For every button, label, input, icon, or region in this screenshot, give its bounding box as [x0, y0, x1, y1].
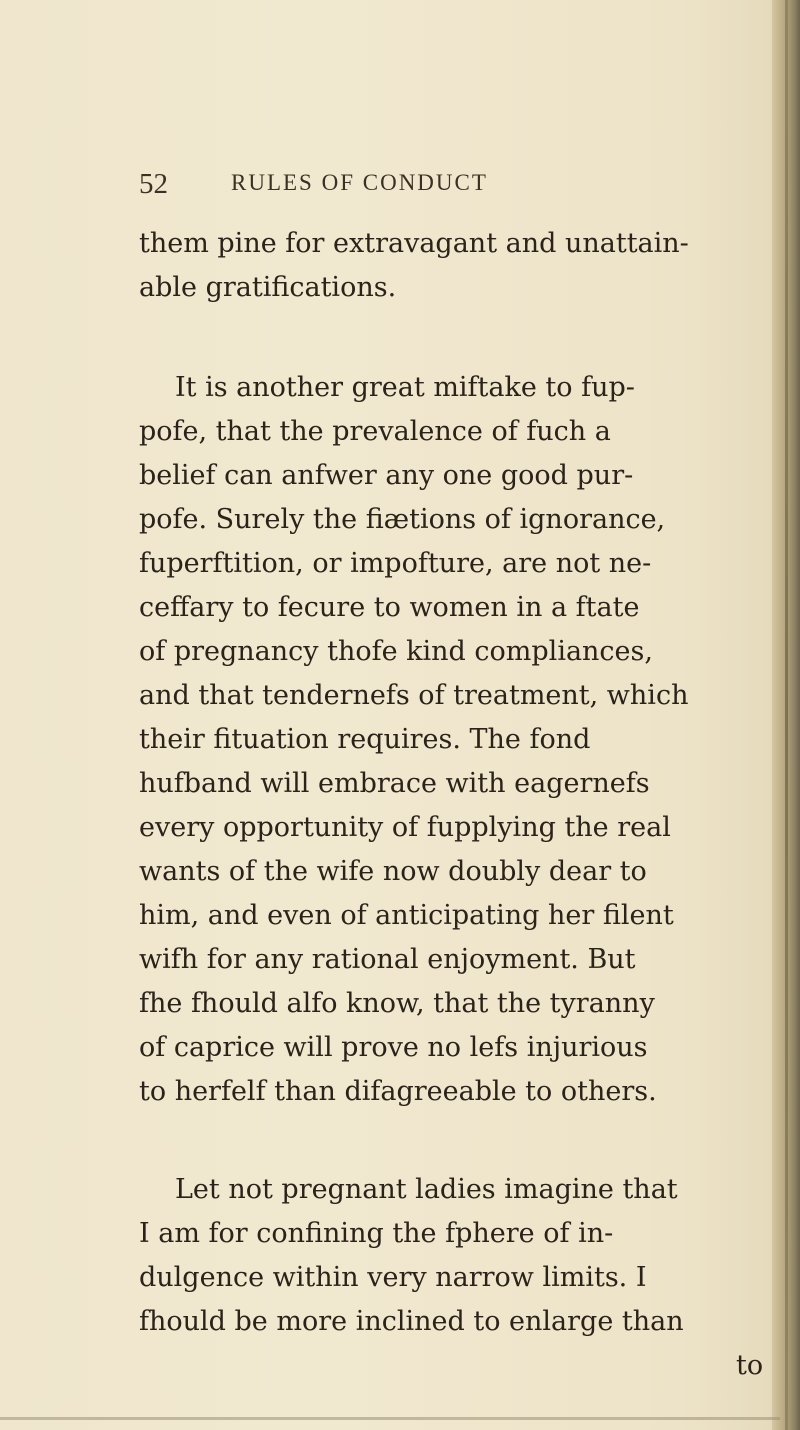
bottom-border-line [0, 1417, 780, 1420]
catchword: to [736, 1350, 764, 1381]
text-line: hufband will embrace with eagernefs [139, 768, 650, 799]
running-head: RULES OF CONDUCT [231, 170, 488, 195]
text-line: belief can anfwer any one good pur- [139, 460, 634, 491]
text-line: pofe. Surely the fiætions of ignorance, [139, 504, 666, 535]
text-line: and that tendernefs of treatment, which [139, 680, 689, 711]
text-line: them pine for extravagant and unattain- [139, 228, 689, 259]
text-line: wants of the wife now doubly dear to [139, 856, 647, 887]
text-line: every opportunity of fupplying the real [139, 812, 671, 843]
text-line: him, and even of anticipating her filent [139, 900, 674, 931]
gutter-line [785, 0, 788, 1430]
text-line: I am for confining the fphere of in- [139, 1218, 614, 1249]
text-line: fuperftition, or impofture, are not ne- [139, 548, 652, 579]
text-line: pofe, that the prevalence of fuch a [139, 416, 611, 447]
text-line: to herfelf than difagreeable to others. [139, 1076, 657, 1107]
text-line: able gratifications. [139, 272, 397, 303]
paragraph-start-line: It is another great miftake to fup- [175, 372, 635, 403]
text-line: ceffary to fecure to women in a ftate [139, 592, 640, 623]
text-line: of pregnancy thofe kind compliances, [139, 636, 653, 667]
text-line: dulgence within very narrow limits. I [139, 1262, 647, 1293]
text-line: fhould be more inclined to enlarge than [139, 1306, 684, 1337]
text-line: fhe fhould alfo know, that the tyranny [139, 988, 655, 1019]
page-header [139, 168, 779, 208]
page-number: 52 [139, 168, 168, 200]
text-line: of caprice will prove no lefs injurious [139, 1032, 648, 1063]
paragraph-start-line: Let not pregnant ladies imagine that [175, 1174, 678, 1205]
text-line: their fituation requires. The fond [139, 724, 591, 755]
text-line: wifh for any rational enjoyment. But [139, 944, 636, 975]
